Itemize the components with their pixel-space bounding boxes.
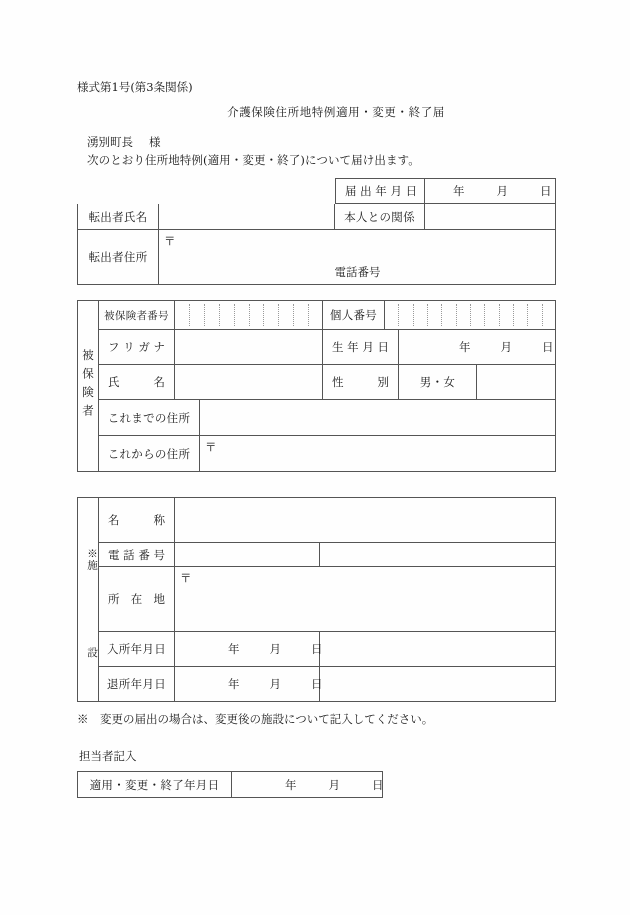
- insured-name-value[interactable]: [175, 365, 323, 400]
- furigana-value[interactable]: [175, 330, 323, 365]
- insured-section-label: 被保険者: [77, 300, 99, 472]
- birthdate-label: 生 年 月 日: [323, 330, 399, 365]
- discharge-date-label: 退所年月日: [99, 667, 175, 702]
- relationship-value[interactable]: [425, 204, 556, 230]
- addressee-line: [87, 134, 161, 150]
- staff-date-table: [77, 771, 383, 798]
- insured-number-label: 被保険者番号: [99, 300, 175, 330]
- relationship-label: 本人との関係: [335, 204, 425, 230]
- gender-options[interactable]: 男・女: [399, 365, 477, 400]
- addressee-name: 湧別町長: [87, 135, 133, 149]
- gender-label: 性 別: [323, 365, 399, 400]
- facility-section-label: [77, 497, 99, 702]
- staff-date-value[interactable]: 年 月 日: [232, 771, 383, 798]
- applicant-table: [77, 178, 556, 285]
- form-number: 様式第1号(第3条関係): [77, 80, 193, 94]
- mover-address-label: 転出者住所: [77, 230, 159, 285]
- staff-date-label: 適用・変更・終了年月日: [77, 771, 232, 798]
- personal-number-label: 個人番号: [323, 300, 385, 330]
- facility-location-value[interactable]: 〒: [175, 567, 556, 632]
- insured-number-digit-boxes: [175, 304, 323, 326]
- gender-extra-cell[interactable]: [477, 365, 556, 400]
- submission-date-label: 届 出 年 月 日: [335, 178, 425, 204]
- staff-section-heading: 担当者記入: [79, 749, 137, 763]
- addressee-honorific: 様: [149, 135, 161, 149]
- insured-name-label: 氏 名: [99, 365, 175, 400]
- mover-name-label: 転出者氏名: [77, 204, 159, 230]
- personal-number-digit-boxes: [385, 304, 556, 326]
- admission-date-label: 入所年月日: [99, 632, 175, 667]
- footnote: ※ 変更の届出の場合は、変更後の施設について記入してください。: [77, 712, 434, 726]
- previous-address-value[interactable]: [200, 400, 556, 436]
- facility-section-label-top: ※施: [86, 547, 98, 571]
- insured-table: [77, 300, 556, 472]
- facility-section-label-bottom: 設: [86, 647, 98, 659]
- facility-name-label: 名 称: [99, 497, 175, 543]
- submission-date-value[interactable]: 年 月 日: [425, 178, 556, 204]
- birthdate-value[interactable]: 年 月 日: [399, 330, 556, 365]
- mover-name-value[interactable]: [159, 204, 335, 230]
- previous-address-label: これまでの住所: [99, 400, 200, 436]
- discharge-date-extra-cell[interactable]: [320, 667, 556, 702]
- mover-telephone-label: 電話番号: [334, 265, 381, 279]
- facility-telephone-label: 電 話 番 号: [99, 543, 175, 567]
- facility-name-value[interactable]: [175, 497, 556, 543]
- discharge-date-value[interactable]: 年 月 日: [175, 667, 320, 702]
- lead-sentence: 次のとおり住所地特例(適用・変更・終了)について届け出ます。: [87, 153, 420, 167]
- facility-table: [77, 497, 556, 702]
- new-address-value[interactable]: 〒: [200, 436, 556, 472]
- form-title: 介護保険住所地特例適用・変更・終了届: [227, 105, 445, 119]
- admission-date-value[interactable]: 年 月 日: [175, 632, 320, 667]
- mover-address-postal[interactable]: 〒: [159, 230, 556, 285]
- admission-date-extra-cell[interactable]: [320, 632, 556, 667]
- new-address-label: これからの住所: [99, 436, 200, 472]
- facility-telephone-value[interactable]: [175, 543, 320, 567]
- facility-location-label: 所 在 地: [99, 567, 175, 632]
- facility-telephone-extra-cell[interactable]: [320, 543, 556, 567]
- furigana-label: フ リ ガ ナ: [99, 330, 175, 365]
